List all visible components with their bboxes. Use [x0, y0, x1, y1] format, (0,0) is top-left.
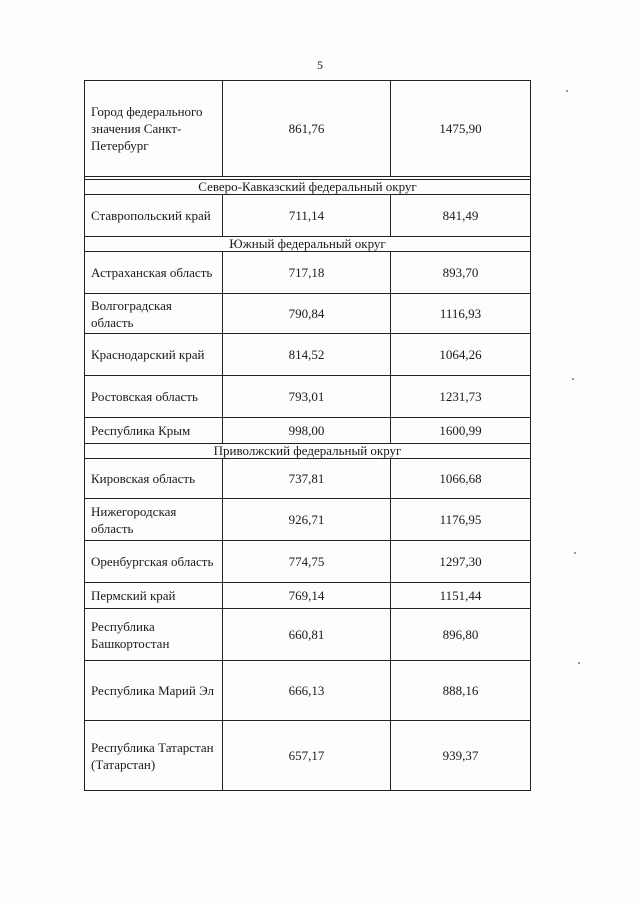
value-cell-2: 893,70	[391, 252, 531, 294]
region-name-cell: Город федерального значения Санкт-Петербург	[85, 81, 223, 177]
value-cell-1: 774,75	[223, 541, 391, 583]
value-cell-2: 1176,95	[391, 499, 531, 541]
table-row	[85, 376, 531, 418]
region-name-cell: Республика Башкортостан	[85, 609, 223, 661]
value-cell-1: 657,17	[223, 721, 391, 791]
value-cell-2: 1116,93	[391, 294, 531, 334]
value-cell-1: 769,14	[223, 583, 391, 609]
table-row	[85, 583, 531, 609]
value-cell-2: 1231,73	[391, 376, 531, 418]
value-cell-1: 926,71	[223, 499, 391, 541]
scan-speck	[566, 90, 568, 92]
table-row	[85, 721, 531, 791]
district-heading: Южный федеральный округ	[85, 237, 531, 252]
value-cell-2: 1475,90	[391, 81, 531, 177]
value-cell-2: 841,49	[391, 195, 531, 237]
value-cell-2: 1600,99	[391, 418, 531, 444]
value-cell-1: 814,52	[223, 334, 391, 376]
value-cell-1: 717,18	[223, 252, 391, 294]
value-cell-2: 1066,68	[391, 459, 531, 499]
table-row	[85, 195, 531, 237]
table-row	[85, 418, 531, 444]
scan-speck	[574, 552, 576, 554]
section-row	[85, 237, 531, 252]
region-name-cell: Пермский край	[85, 583, 223, 609]
table-row	[85, 541, 531, 583]
page-number: 5	[317, 58, 323, 72]
value-cell-2: 1151,44	[391, 583, 531, 609]
region-name-cell: Волгоградская область	[85, 294, 223, 334]
region-table	[84, 80, 531, 791]
district-heading: Приволжский федеральный округ	[85, 444, 531, 459]
region-name-cell: Ставропольский край	[85, 195, 223, 237]
section-row	[85, 444, 531, 459]
table-row	[85, 81, 531, 177]
region-name-cell: Астраханская область	[85, 252, 223, 294]
value-cell-1: 790,84	[223, 294, 391, 334]
value-cell-2: 888,16	[391, 661, 531, 721]
table-row	[85, 609, 531, 661]
scan-speck	[578, 662, 580, 664]
value-cell-1: 660,81	[223, 609, 391, 661]
table-row	[85, 459, 531, 499]
district-heading: Северо-Кавказский федеральный округ	[85, 180, 531, 195]
region-name-cell: Республика Татарстан (Татарстан)	[85, 721, 223, 791]
region-name-cell: Оренбургская область	[85, 541, 223, 583]
table-row	[85, 294, 531, 334]
region-name-cell: Краснодарский край	[85, 334, 223, 376]
value-cell-1: 666,13	[223, 661, 391, 721]
value-cell-1: 793,01	[223, 376, 391, 418]
table-row	[85, 661, 531, 721]
section-row	[85, 180, 531, 195]
region-name-cell: Нижегородская область	[85, 499, 223, 541]
value-cell-2: 939,37	[391, 721, 531, 791]
region-name-cell: Республика Крым	[85, 418, 223, 444]
value-cell-2: 1064,26	[391, 334, 531, 376]
value-cell-1: 861,76	[223, 81, 391, 177]
region-name-cell: Республика Марий Эл	[85, 661, 223, 721]
scan-speck	[572, 378, 574, 380]
table-row	[85, 252, 531, 294]
value-cell-1: 998,00	[223, 418, 391, 444]
value-cell-2: 896,80	[391, 609, 531, 661]
value-cell-1: 711,14	[223, 195, 391, 237]
region-name-cell: Ростовская область	[85, 376, 223, 418]
region-name-cell: Кировская область	[85, 459, 223, 499]
value-cell-1: 737,81	[223, 459, 391, 499]
table-row	[85, 499, 531, 541]
value-cell-2: 1297,30	[391, 541, 531, 583]
table-row	[85, 334, 531, 376]
